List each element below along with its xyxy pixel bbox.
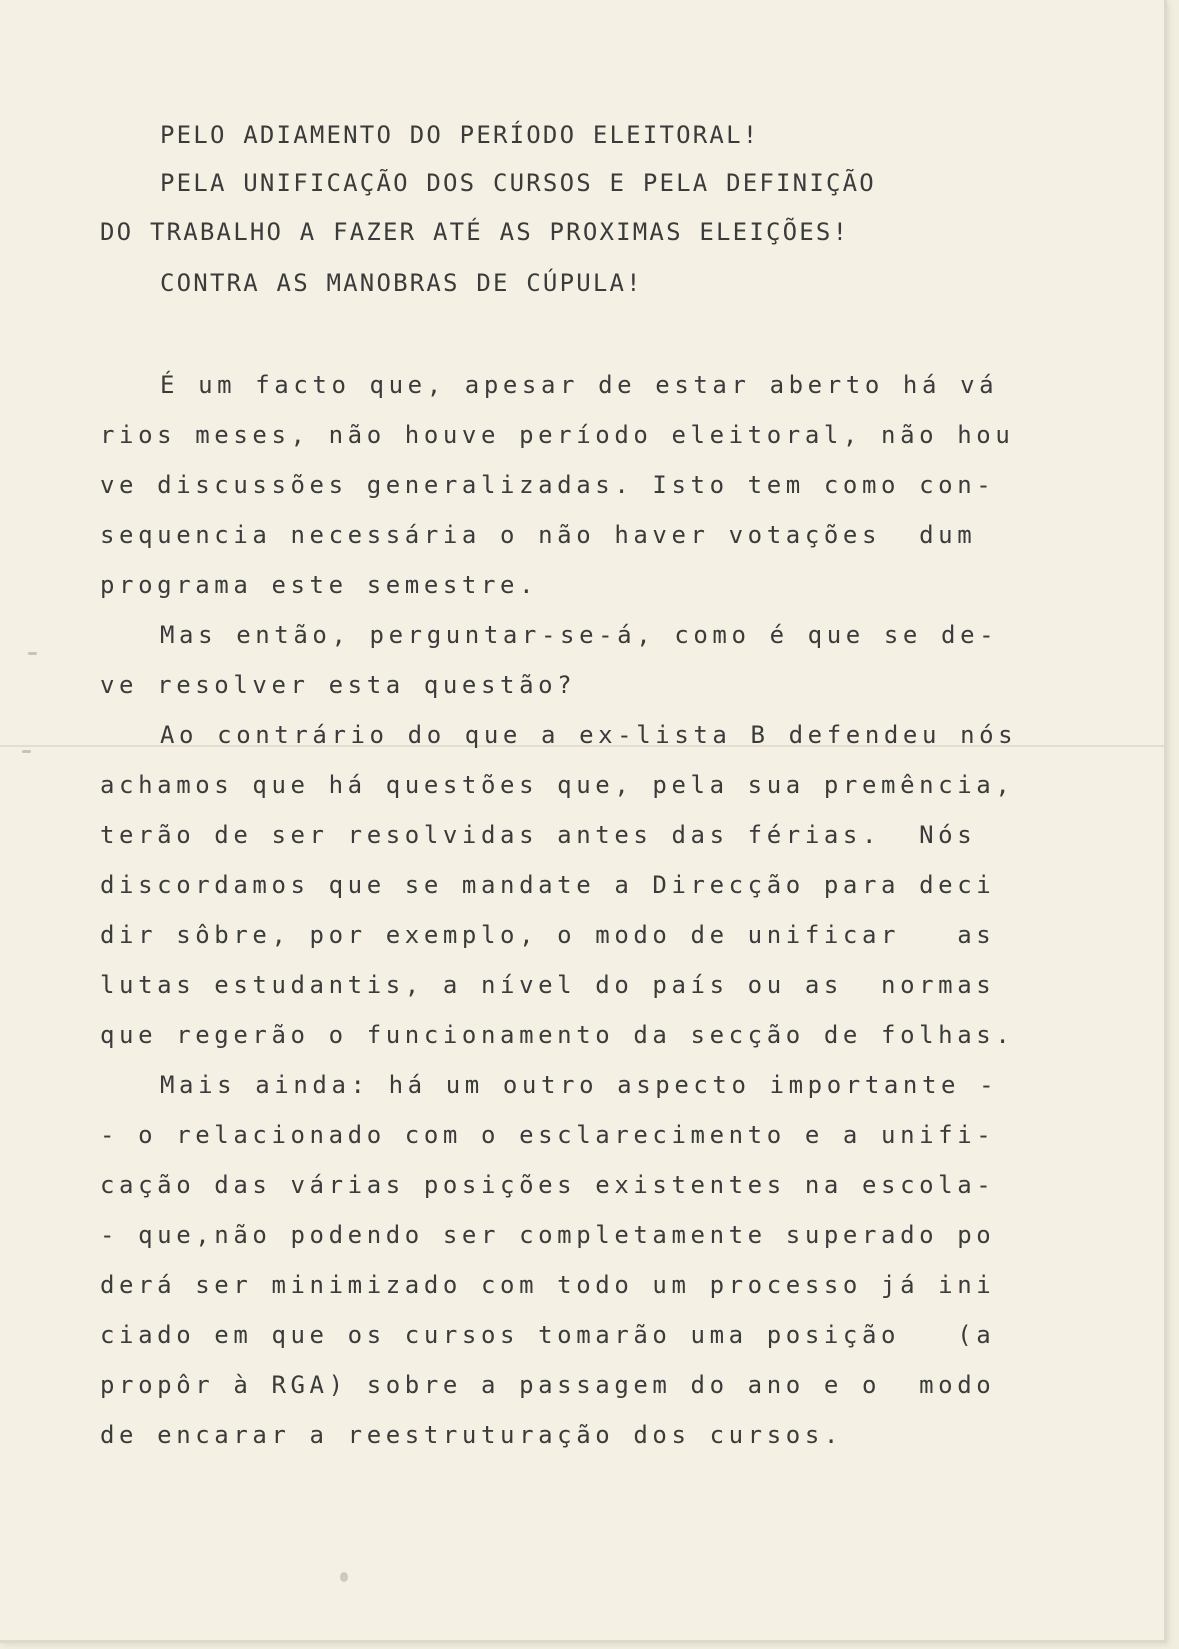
heading-line-3: DO TRABALHO A FAZER ATÉ AS PROXIMAS ELEIÇÕES! <box>100 218 850 246</box>
text-line-1: É um facto que, apesar de estar aberto há vá <box>160 371 999 399</box>
text-line-13: lutas estudantis, a nível do país ou as normas <box>100 971 996 999</box>
punch-mark <box>22 750 31 753</box>
text-line-11: discordamos que se mandate a Direcção para deci <box>100 871 996 899</box>
heading-line-2: PELA UNIFICAÇÃO DOS CURSOS E PELA DEFINIÇÃO <box>160 169 876 197</box>
text-line-21: propôr à RGA) sobre a passagem do ano e o modo <box>100 1371 996 1399</box>
paper-speck <box>340 1572 348 1582</box>
punch-mark <box>28 652 37 655</box>
text-line-12: dir sôbre, por exemplo, o modo de unificar as <box>100 921 996 949</box>
text-line-3: ve discussões generalizadas. Isto tem como con- <box>100 471 996 499</box>
text-line-18: - que,não podendo ser completamente superado po <box>100 1221 996 1249</box>
text-line-7: ve resolver esta questão? <box>100 671 577 699</box>
text-line-2: rios meses, não houve período eleitoral, não hou <box>100 421 1015 449</box>
text-line-20: ciado em que os cursos tomarão uma posição (a <box>100 1321 996 1349</box>
text-line-14: que regerão o funcionamento da secção de folhas. <box>100 1021 1015 1049</box>
text-line-15: Mais ainda: há um outro aspecto importante - <box>160 1071 999 1099</box>
text-line-5: programa este semestre. <box>100 571 539 599</box>
text-line-6: Mas então, perguntar-se-á, como é que se de- <box>160 621 999 649</box>
text-line-4: sequencia necessária o não haver votações dum <box>100 521 977 549</box>
text-line-10: terão de ser resolvidas antes das férias. Nós <box>100 821 977 849</box>
text-line-17: cação das várias posições existentes na escola- <box>100 1171 996 1199</box>
heading-line-1: PELO ADIAMENTO DO PERÍODO ELEITORAL! <box>160 121 760 149</box>
text-line-9: achamos que há questões que, pela sua premência, <box>100 771 1015 799</box>
text-line-22: de encarar a reestruturação dos cursos. <box>100 1421 843 1449</box>
text-line-19: derá ser minimizado com todo um processo já ini <box>100 1271 996 1299</box>
heading-line-4: CONTRA AS MANOBRAS DE CÚPULA! <box>160 269 643 297</box>
text-line-8: Ao contrário do que a ex-lista B defendeu nós <box>160 721 1018 749</box>
text-line-16: - o relacionado com o esclarecimento e a unifi- <box>100 1121 996 1149</box>
